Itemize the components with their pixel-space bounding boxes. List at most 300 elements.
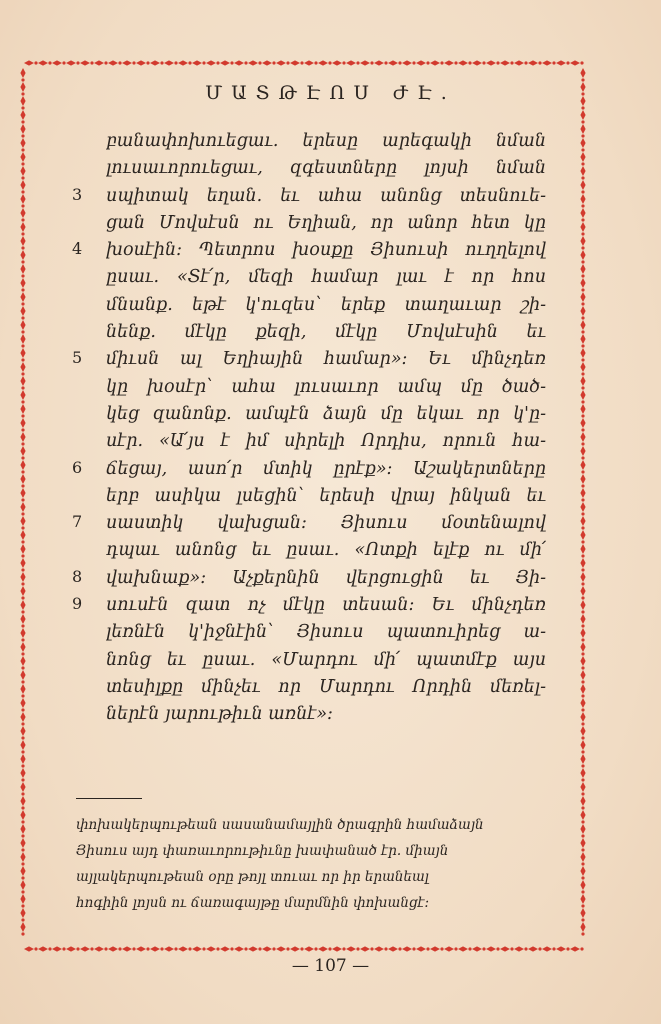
border-dot <box>21 750 24 753</box>
border-diamond <box>580 292 585 302</box>
border-dot <box>581 372 584 375</box>
border-diamond <box>472 946 482 951</box>
border-diamond <box>388 60 398 65</box>
border-dot <box>581 218 584 221</box>
border-dot <box>581 652 584 655</box>
border-dot <box>412 947 415 950</box>
border-diamond <box>206 946 216 951</box>
border-diamond <box>20 404 25 414</box>
border-dot <box>342 61 345 64</box>
border-dot <box>21 666 24 669</box>
border-dot <box>482 947 485 950</box>
border-diamond <box>580 586 585 596</box>
border-diamond <box>570 60 580 65</box>
border-dot <box>21 498 24 501</box>
border-diamond <box>20 516 25 526</box>
border-diamond <box>500 946 510 951</box>
border-diamond <box>192 946 202 951</box>
border-diamond <box>580 754 585 764</box>
border-diamond <box>164 60 174 65</box>
border-diamond <box>20 362 25 372</box>
border-diamond <box>262 60 272 65</box>
border-dot <box>581 750 584 753</box>
border-dot <box>538 61 541 64</box>
border-diamond <box>580 572 585 582</box>
border-diamond <box>178 60 188 65</box>
border-dot <box>581 400 584 403</box>
border-diamond <box>20 572 25 582</box>
border-diamond <box>20 698 25 708</box>
border-dot <box>21 708 24 711</box>
border-diamond <box>360 60 370 65</box>
border-dot <box>581 540 584 543</box>
border-diamond <box>528 946 538 951</box>
border-diamond <box>20 824 25 834</box>
border-diamond <box>20 600 25 610</box>
border-dot <box>581 246 584 249</box>
border-dot <box>216 61 219 64</box>
border-diamond <box>20 726 25 736</box>
border-dot <box>104 947 107 950</box>
border-diamond <box>20 838 25 848</box>
border-dot <box>412 61 415 64</box>
border-dot <box>468 61 471 64</box>
border-dot <box>581 428 584 431</box>
border-dot <box>398 61 401 64</box>
border-diamond <box>94 946 104 951</box>
border-diamond <box>178 946 188 951</box>
border-diamond <box>580 824 585 834</box>
border-dot <box>21 176 24 179</box>
border-diamond <box>20 684 25 694</box>
border-diamond <box>580 390 585 400</box>
border-diamond <box>192 60 202 65</box>
border-diamond <box>52 60 62 65</box>
border-diamond <box>580 460 585 470</box>
border-dot <box>146 61 149 64</box>
border-dot <box>426 61 429 64</box>
border-dot <box>580 61 583 64</box>
border-diamond <box>20 278 25 288</box>
border-dot <box>580 947 583 950</box>
border-dot <box>202 61 205 64</box>
border-diamond <box>374 946 384 951</box>
border-diamond <box>234 946 244 951</box>
border-diamond <box>580 544 585 554</box>
border-dot <box>286 947 289 950</box>
border-dot <box>581 694 584 697</box>
border-dot <box>581 288 584 291</box>
border-diamond <box>580 278 585 288</box>
border-dot <box>440 61 443 64</box>
border-dot <box>581 834 584 837</box>
border-diamond <box>290 946 300 951</box>
border-diamond <box>38 60 48 65</box>
border-dot <box>426 947 429 950</box>
border-diamond <box>360 946 370 951</box>
border-diamond <box>580 558 585 568</box>
border-diamond <box>20 558 25 568</box>
verse-number: 7 <box>72 512 83 532</box>
border-dot <box>581 624 584 627</box>
border-diamond <box>580 796 585 806</box>
border-dot <box>76 947 79 950</box>
border-dot <box>21 540 24 543</box>
border-diamond <box>580 488 585 498</box>
border-dot <box>34 947 37 950</box>
border-diamond <box>580 208 585 218</box>
border-diamond <box>164 946 174 951</box>
border-diamond <box>20 782 25 792</box>
border-diamond <box>580 670 585 680</box>
border-diamond <box>500 60 510 65</box>
text-line: խօսէին: Պետրոս խօսքը Յիսուսի ուղղելով <box>106 240 546 261</box>
border-diamond <box>20 124 25 134</box>
text-line: մնանք. եթէ կ'ուզես՝ երեք տաղաւար շի- <box>106 294 546 315</box>
border-diamond <box>580 628 585 638</box>
border-dot <box>510 947 513 950</box>
border-dot <box>104 61 107 64</box>
text-line: միւսն ալ Եղիային համար»: Եւ մինչդեռ <box>106 349 546 370</box>
border-diamond <box>528 60 538 65</box>
border-dot <box>90 947 93 950</box>
border-diamond <box>248 946 258 951</box>
border-dot <box>581 526 584 529</box>
border-dot <box>581 232 584 235</box>
border-diamond <box>20 334 25 344</box>
border-diamond <box>20 180 25 190</box>
border-dot <box>581 470 584 473</box>
border-dot <box>258 61 261 64</box>
border-dot <box>581 890 584 893</box>
text-line: նենք. մէկը քեզի, մէկը Մովսէսին եւ <box>106 322 546 343</box>
border-dot <box>300 947 303 950</box>
border-dot <box>21 204 24 207</box>
border-dot <box>468 947 471 950</box>
border-diamond <box>430 946 440 951</box>
border-dot <box>581 638 584 641</box>
border-diamond <box>580 404 585 414</box>
border-diamond <box>580 642 585 652</box>
border-dot <box>581 414 584 417</box>
border-diamond <box>580 838 585 848</box>
border-diamond <box>318 60 328 65</box>
border-diamond <box>580 222 585 232</box>
border-dot <box>21 694 24 697</box>
border-diamond <box>20 376 25 386</box>
border-diamond <box>580 922 585 932</box>
border-dot <box>21 932 24 935</box>
border-dot <box>581 190 584 193</box>
border-diamond <box>150 946 160 951</box>
border-dot <box>21 288 24 291</box>
border-diamond <box>580 250 585 260</box>
border-diamond <box>20 432 25 442</box>
border-dot <box>21 890 24 893</box>
border-diamond <box>580 782 585 792</box>
border-dot <box>21 778 24 781</box>
border-diamond <box>20 544 25 554</box>
border-diamond <box>66 60 76 65</box>
border-dot <box>454 61 457 64</box>
border-dot <box>34 61 37 64</box>
border-dot <box>440 947 443 950</box>
border-dot <box>216 947 219 950</box>
border-diamond <box>20 264 25 274</box>
border-diamond <box>580 894 585 904</box>
border-dot <box>552 61 555 64</box>
border-dot <box>581 330 584 333</box>
border-diamond <box>556 60 566 65</box>
border-dot <box>21 722 24 725</box>
border-dot <box>272 947 275 950</box>
border-dot <box>581 820 584 823</box>
border-dot <box>384 61 387 64</box>
border-diamond <box>332 60 342 65</box>
text-line: նոնց եւ ըսաւ. «Մարդու մի՛ պատմէք այս <box>106 649 546 670</box>
text-line: լուսաւորուեցաւ, զգեստները լոյսի նման <box>106 158 546 179</box>
border-diamond <box>304 60 314 65</box>
border-dot <box>21 400 24 403</box>
border-dot <box>21 344 24 347</box>
border-dot <box>21 106 24 109</box>
border-dot <box>581 722 584 725</box>
border-dot <box>581 904 584 907</box>
border-diamond <box>556 946 566 951</box>
border-dot <box>21 386 24 389</box>
border-dot <box>496 61 499 64</box>
text-line: կը խօսէր՝ ահա լուսաւոր ամպ մը ծած- <box>106 376 546 397</box>
border-diamond <box>580 194 585 204</box>
border-diamond <box>20 712 25 722</box>
text-line: ըսաւ. «Տէ՛ր, մեզի համար լաւ է որ հոս <box>106 267 546 288</box>
border-dot <box>328 61 331 64</box>
border-dot <box>21 372 24 375</box>
border-dot <box>581 316 584 319</box>
border-dot <box>581 498 584 501</box>
border-diamond <box>20 614 25 624</box>
border-diamond <box>580 516 585 526</box>
border-diamond <box>514 946 524 951</box>
border-diamond <box>20 866 25 876</box>
border-diamond <box>346 946 356 951</box>
border-diamond <box>122 60 132 65</box>
text-line: ներէն յարութիւն առնէ»: <box>106 704 333 725</box>
border-diamond <box>580 866 585 876</box>
border-dot <box>21 918 24 921</box>
border-dot <box>21 330 24 333</box>
border-diamond <box>580 712 585 722</box>
border-diamond <box>20 446 25 456</box>
border-diamond <box>318 946 328 951</box>
border-dot <box>581 134 584 137</box>
border-dot <box>581 554 584 557</box>
border-dot <box>21 134 24 137</box>
border-dot <box>524 947 527 950</box>
border-diamond <box>486 946 496 951</box>
border-dot <box>21 512 24 515</box>
border-diamond <box>24 946 34 951</box>
border-diamond <box>20 306 25 316</box>
border-diamond <box>150 60 160 65</box>
border-diamond <box>38 946 48 951</box>
border-diamond <box>542 60 552 65</box>
border-dot <box>581 106 584 109</box>
border-diamond <box>20 642 25 652</box>
border-diamond <box>346 60 356 65</box>
border-dot <box>160 947 163 950</box>
border-dot <box>300 61 303 64</box>
border-dot <box>174 947 177 950</box>
border-diamond <box>444 60 454 65</box>
border-dot <box>581 120 584 123</box>
border-diamond <box>580 306 585 316</box>
border-diamond <box>20 110 25 120</box>
border-diamond <box>458 60 468 65</box>
footnote-rule <box>76 798 142 799</box>
border-diamond <box>24 60 34 65</box>
border-diamond <box>20 880 25 890</box>
border-diamond <box>20 460 25 470</box>
border-dot <box>581 204 584 207</box>
border-diamond <box>388 946 398 951</box>
border-dot <box>21 820 24 823</box>
border-diamond <box>20 656 25 666</box>
border-dot <box>581 442 584 445</box>
border-diamond <box>20 796 25 806</box>
border-diamond <box>220 946 230 951</box>
border-dot <box>21 148 24 151</box>
border-dot <box>581 568 584 571</box>
border-dot <box>328 947 331 950</box>
border-dot <box>21 428 24 431</box>
border-diamond <box>20 740 25 750</box>
border-diamond <box>94 60 104 65</box>
border-dot <box>21 456 24 459</box>
text-line: ճեցայ, ասո՛ր մտիկ ըրէք»: Աշակերտները <box>106 458 546 479</box>
border-diamond <box>402 946 412 951</box>
border-dot <box>581 666 584 669</box>
border-diamond <box>580 880 585 890</box>
border-diamond <box>580 698 585 708</box>
border-diamond <box>52 946 62 951</box>
border-dot <box>581 918 584 921</box>
border-dot <box>21 442 24 445</box>
border-dot <box>581 862 584 865</box>
border-diamond <box>580 334 585 344</box>
border-diamond <box>486 60 496 65</box>
border-diamond <box>20 68 25 78</box>
border-diamond <box>332 946 342 951</box>
text-line: վախնաք»: Աչքերնին վերցուցին եւ Յի- <box>106 567 546 588</box>
border-diamond <box>580 362 585 372</box>
border-diamond <box>580 376 585 386</box>
border-dot <box>230 947 233 950</box>
border-diamond <box>66 946 76 951</box>
border-dot <box>21 120 24 123</box>
border-dot <box>21 904 24 907</box>
border-diamond <box>580 418 585 428</box>
border-dot <box>132 947 135 950</box>
border-diamond <box>20 194 25 204</box>
border-dot <box>552 947 555 950</box>
border-diamond <box>580 348 585 358</box>
border-dot <box>21 764 24 767</box>
border-diamond <box>20 390 25 400</box>
verse-number: 6 <box>72 457 83 477</box>
footnote <box>76 812 546 916</box>
border-dot <box>21 792 24 795</box>
border-diamond <box>20 628 25 638</box>
border-dot <box>21 610 24 613</box>
border-diamond <box>20 250 25 260</box>
border-dot <box>581 358 584 361</box>
border-dot <box>258 947 261 950</box>
border-dot <box>21 652 24 655</box>
border-dot <box>21 218 24 221</box>
border-dot <box>356 947 359 950</box>
border-diamond <box>20 530 25 540</box>
border-dot <box>538 947 541 950</box>
footnote-line: Յիսուս այդ փառաւորութիւնը խափանած էր. միայն <box>76 843 449 859</box>
border-dot <box>581 596 584 599</box>
border-dot <box>160 61 163 64</box>
border-dot <box>510 61 513 64</box>
border-diamond <box>20 488 25 498</box>
text-line: սէր. «Ա՛յս է իմ սիրելի Որդիս, որուն հա- <box>106 431 546 452</box>
text-line: սուսէն զատ ոչ մէկը տեսան: Եւ մինչդեռ <box>106 595 546 616</box>
border-dot <box>21 526 24 529</box>
border-dot <box>581 876 584 879</box>
border-diamond <box>444 946 454 951</box>
border-diamond <box>458 946 468 951</box>
border-dot <box>21 638 24 641</box>
border-diamond <box>580 264 585 274</box>
border-dot <box>62 61 65 64</box>
border-dot <box>21 582 24 585</box>
border-diamond <box>580 530 585 540</box>
border-diamond <box>20 320 25 330</box>
border-diamond <box>580 600 585 610</box>
border-diamond <box>580 138 585 148</box>
border-dot <box>384 947 387 950</box>
border-dot <box>48 61 51 64</box>
border-dot <box>496 947 499 950</box>
running-head: ՄԱՏԹԷՈՍ ԺԷ. <box>205 82 456 104</box>
text-line: տեսիլքը մինչեւ որ Մարդու Որդին մեռել- <box>106 676 546 697</box>
border-dot <box>118 61 121 64</box>
border-diamond <box>20 908 25 918</box>
verse-number: 8 <box>72 566 83 586</box>
border-diamond <box>20 768 25 778</box>
border-dot <box>21 162 24 165</box>
border-diamond <box>122 946 132 951</box>
border-diamond <box>20 348 25 358</box>
border-diamond <box>580 68 585 78</box>
border-dot <box>581 610 584 613</box>
border-dot <box>314 947 317 950</box>
border-diamond <box>580 810 585 820</box>
border-diamond <box>20 292 25 302</box>
border-dot <box>21 680 24 683</box>
border-dot <box>48 947 51 950</box>
border-dot <box>581 932 584 935</box>
border-diamond <box>514 60 524 65</box>
border-diamond <box>20 922 25 932</box>
border-diamond <box>580 236 585 246</box>
border-diamond <box>80 946 90 951</box>
border-dot <box>398 947 401 950</box>
